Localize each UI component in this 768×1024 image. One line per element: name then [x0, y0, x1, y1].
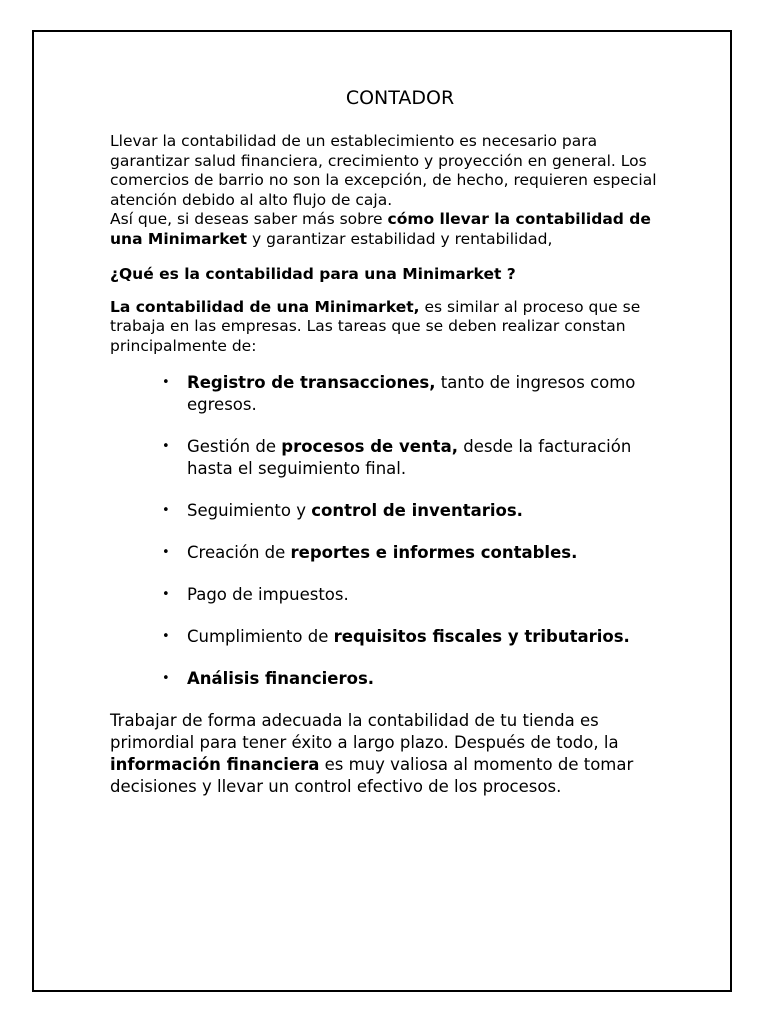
list-item [187, 436, 670, 480]
list-item [187, 372, 670, 416]
closing-text-bold: información financiera [110, 755, 320, 775]
list-item [187, 500, 670, 522]
list-item [187, 668, 670, 690]
document-title: CONTADOR [345, 87, 455, 109]
definition-bold: La contabilidad de una Minimarket, [110, 297, 420, 316]
list-item-text: desde la facturación hasta el seguimiento final. [187, 437, 632, 479]
tasks-list [110, 372, 670, 690]
list-item [187, 542, 670, 564]
intro-paragraph: Llevar la contabilidad de un establecimiento es necesario para garantizar salud financiera, crecimiento y proyección en general. Los comercios de barrio no son la excepción, de hecho, requieren especial atención debido al alto flujo de caja. [110, 132, 657, 209]
list-item-text: Gestión de [187, 437, 282, 457]
closing-paragraph [110, 710, 670, 798]
list-item-text: Seguimiento y [187, 501, 312, 521]
intro-text-suffix: y garantizar estabilidad y rentabilidad, [247, 229, 553, 248]
intro-text-bold: cómo llevar la contabilidad de una Minimarket [110, 210, 651, 248]
list-item-bold: reportes e informes contables. [290, 543, 578, 563]
intro-section [110, 132, 670, 250]
list-item [187, 584, 670, 606]
list-item-bold: requisitos fiscales y tributarios. [333, 627, 630, 647]
definition-text: es similar al proceso que se trabaja en las empresas. Las tareas que se deben realizar constan principalmente de: [110, 297, 641, 355]
list-item-text: Creación de [187, 543, 291, 563]
intro-paragraph-2 [110, 210, 670, 249]
list-item-text: Cumplimiento de [187, 627, 334, 647]
list-item-bold: control de inventarios. [311, 501, 523, 521]
list-item-text: tanto de ingresos como egresos. [187, 373, 636, 415]
closing-text-suffix: es muy valiosa al momento de tomar decisiones y llevar un control efectivo de los procesos. [110, 755, 634, 797]
section-question: ¿Qué es la contabilidad para una Minimarket ? [110, 264, 516, 283]
list-item-text: Pago de impuestos. [187, 585, 349, 605]
list-item [187, 626, 670, 648]
document-body [110, 86, 670, 798]
list-item-bold: Análisis financieros. [187, 669, 375, 689]
list-item-bold: Registro de transacciones, [187, 373, 436, 393]
intro-text-prefix: Así que, si deseas saber más sobre [110, 210, 388, 229]
closing-text-prefix: Trabajar de forma adecuada la contabilidad de tu tienda es primordial para tener éxito a largo plazo. Después de todo, la [110, 711, 619, 753]
list-item-bold: procesos de venta, [281, 437, 458, 457]
definition-paragraph [110, 298, 670, 357]
